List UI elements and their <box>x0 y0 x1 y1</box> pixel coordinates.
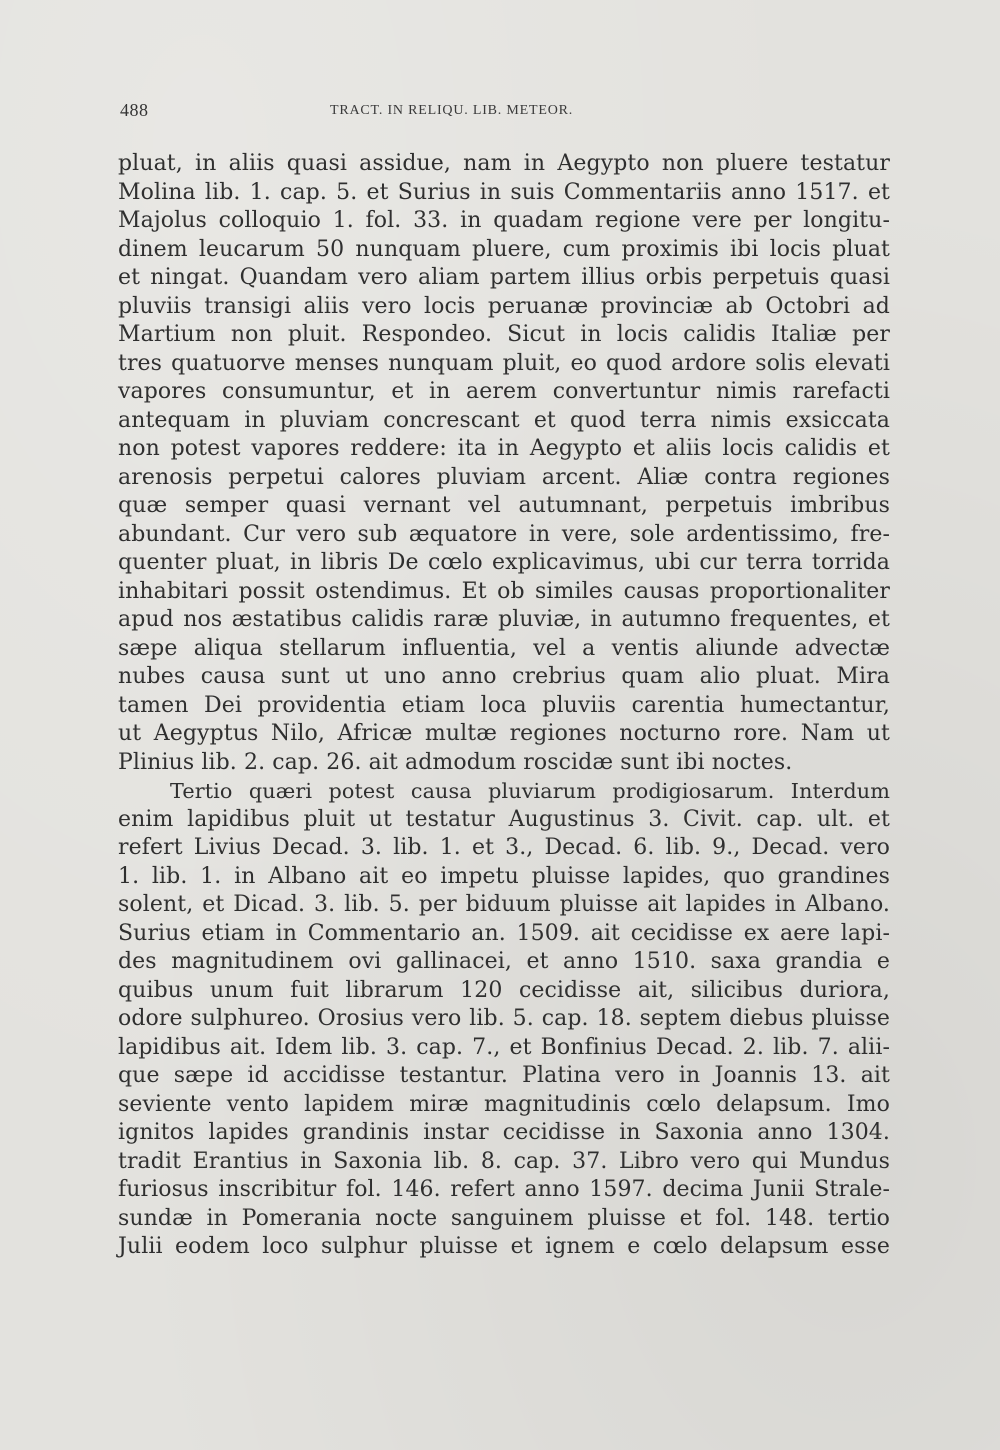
text-line: Surius etiam in Commentario an. 1509. ait cecidisse ex aere lapi- <box>118 920 890 946</box>
text-line: Tertio quæri potest causa pluviarum prodigiosarum. Interdum <box>170 779 890 803</box>
text-line: 1. lib. 1. in Albano ait eo impetu pluisse lapides, quo grandines <box>118 863 890 889</box>
text-line: Molina lib. 1. cap. 5. et Surius in suis Commentariis anno 1517. et <box>118 179 890 205</box>
text-line: solent, et Dicad. 3. lib. 5. per biduum pluisse ait lapides in Albano. <box>118 892 890 917</box>
text-line: Martium non pluit. Respondeo. Sicut in locis calidis Italiæ per <box>118 322 890 347</box>
text-line: furiosus inscribitur fol. 146. refert anno 1597. decima Junii Strale- <box>118 1177 890 1202</box>
page-header <box>120 100 890 130</box>
text-line: ut Aegyptus Nilo, Africæ multæ regiones nocturno rore. Nam ut <box>118 721 890 746</box>
text-line: enim lapidibus pluit ut testatur Augustinus 3. Civit. cap. ult. et <box>118 806 890 832</box>
text-line: abundant. Cur vero sub æquatore in vere, sole ardentissimo, fre- <box>118 521 890 547</box>
text-line: arenosis perpetui calores pluviam arcent. Aliæ contra regiones <box>118 464 890 490</box>
text-line: tres quatuorve menses nunquam pluit, eo quod ardore solis elevati <box>118 350 890 376</box>
text-line: vapores consumuntur, et in aerem convertuntur nimis rarefacti <box>118 379 890 404</box>
text-line: tradit Erantius in Saxonia lib. 8. cap. 37. Libro vero qui Mundus <box>118 1148 890 1174</box>
text-line: des magnitudinem ovi gallinacei, et anno 1510. saxa grandia e <box>118 949 890 974</box>
text-line: sundæ in Pomerania nocte sanguinem pluisse et fol. 148. tertio <box>118 1205 890 1231</box>
text-line: pluat, in aliis quasi assidue, nam in Aegypto non pluere testatur <box>118 151 890 176</box>
text-line: quæ semper quasi vernant vel autumnant, perpetuis imbribus <box>118 493 890 518</box>
text-line: Majolus colloquio 1. fol. 33. in quadam regione vere per longitu- <box>118 208 890 233</box>
text-line: antequam in pluviam concrescant et quod terra nimis exsiccata <box>118 407 890 433</box>
text-line: refert Livius Decad. 3. lib. 1. et 3., Decad. 6. lib. 9., Decad. vero <box>118 835 890 860</box>
text-line: non potest vapores reddere: ita in Aegypto et aliis locis calidis et <box>118 436 890 461</box>
text-line: apud nos æstatibus calidis raræ pluviæ, in autumno frequentes, et <box>118 607 890 632</box>
text-line: seviente vento lapidem miræ magnitudinis cœlo delapsum. Imo <box>118 1091 890 1117</box>
text-line: odore sulphureo. Orosius vero lib. 5. cap. 18. septem diebus pluisse <box>118 1006 890 1031</box>
text-line: quenter pluat, in libris De cœlo explicavimus, ubi cur terra torrida <box>118 550 890 575</box>
text-line: inhabitari possit ostendimus. Et ob similes causas proportionaliter <box>118 578 890 604</box>
text-line: Julii eodem loco sulphur pluisse et ignem e cœlo delapsum esse <box>118 1234 890 1259</box>
text-line: ignitos lapides grandinis instar cecidisse in Saxonia anno 1304. <box>118 1120 890 1145</box>
text-line: Plinius lib. 2. cap. 26. ait admodum roscidæ sunt ibi noctes. <box>118 749 793 775</box>
text-line: dinem leucarum 50 nunquam pluere, cum proximis ibi locis pluat <box>118 236 890 262</box>
text-line: lapidibus ait. Idem lib. 3. cap. 7., et Bonfinius Decad. 2. lib. 7. alii- <box>118 1034 890 1060</box>
running-head: TRACT. IN RELIQU. LIB. METEOR. <box>330 103 574 118</box>
page-number: 488 <box>120 100 149 120</box>
text-line: tamen Dei providentia etiam loca pluviis carentia humectantur, <box>118 692 890 718</box>
text-line: pluviis transigi aliis vero locis peruanæ provinciæ ab Octobri ad <box>118 293 890 319</box>
body-text <box>118 150 890 1262</box>
text-line: sæpe aliqua stellarum influentia, vel a ventis aliunde advectæ <box>118 635 890 661</box>
text-line: quibus unum fuit librarum 120 cecidisse ait, silicibus duriora, <box>118 977 890 1003</box>
text-line: et ningat. Quandam vero aliam partem illius orbis perpetuis quasi <box>118 265 890 290</box>
text-line: que sæpe id accidisse testantur. Platina vero in Joannis 13. ait <box>118 1063 890 1088</box>
text-line: nubes causa sunt ut uno anno crebrius quam alio pluat. Mira <box>118 664 890 689</box>
